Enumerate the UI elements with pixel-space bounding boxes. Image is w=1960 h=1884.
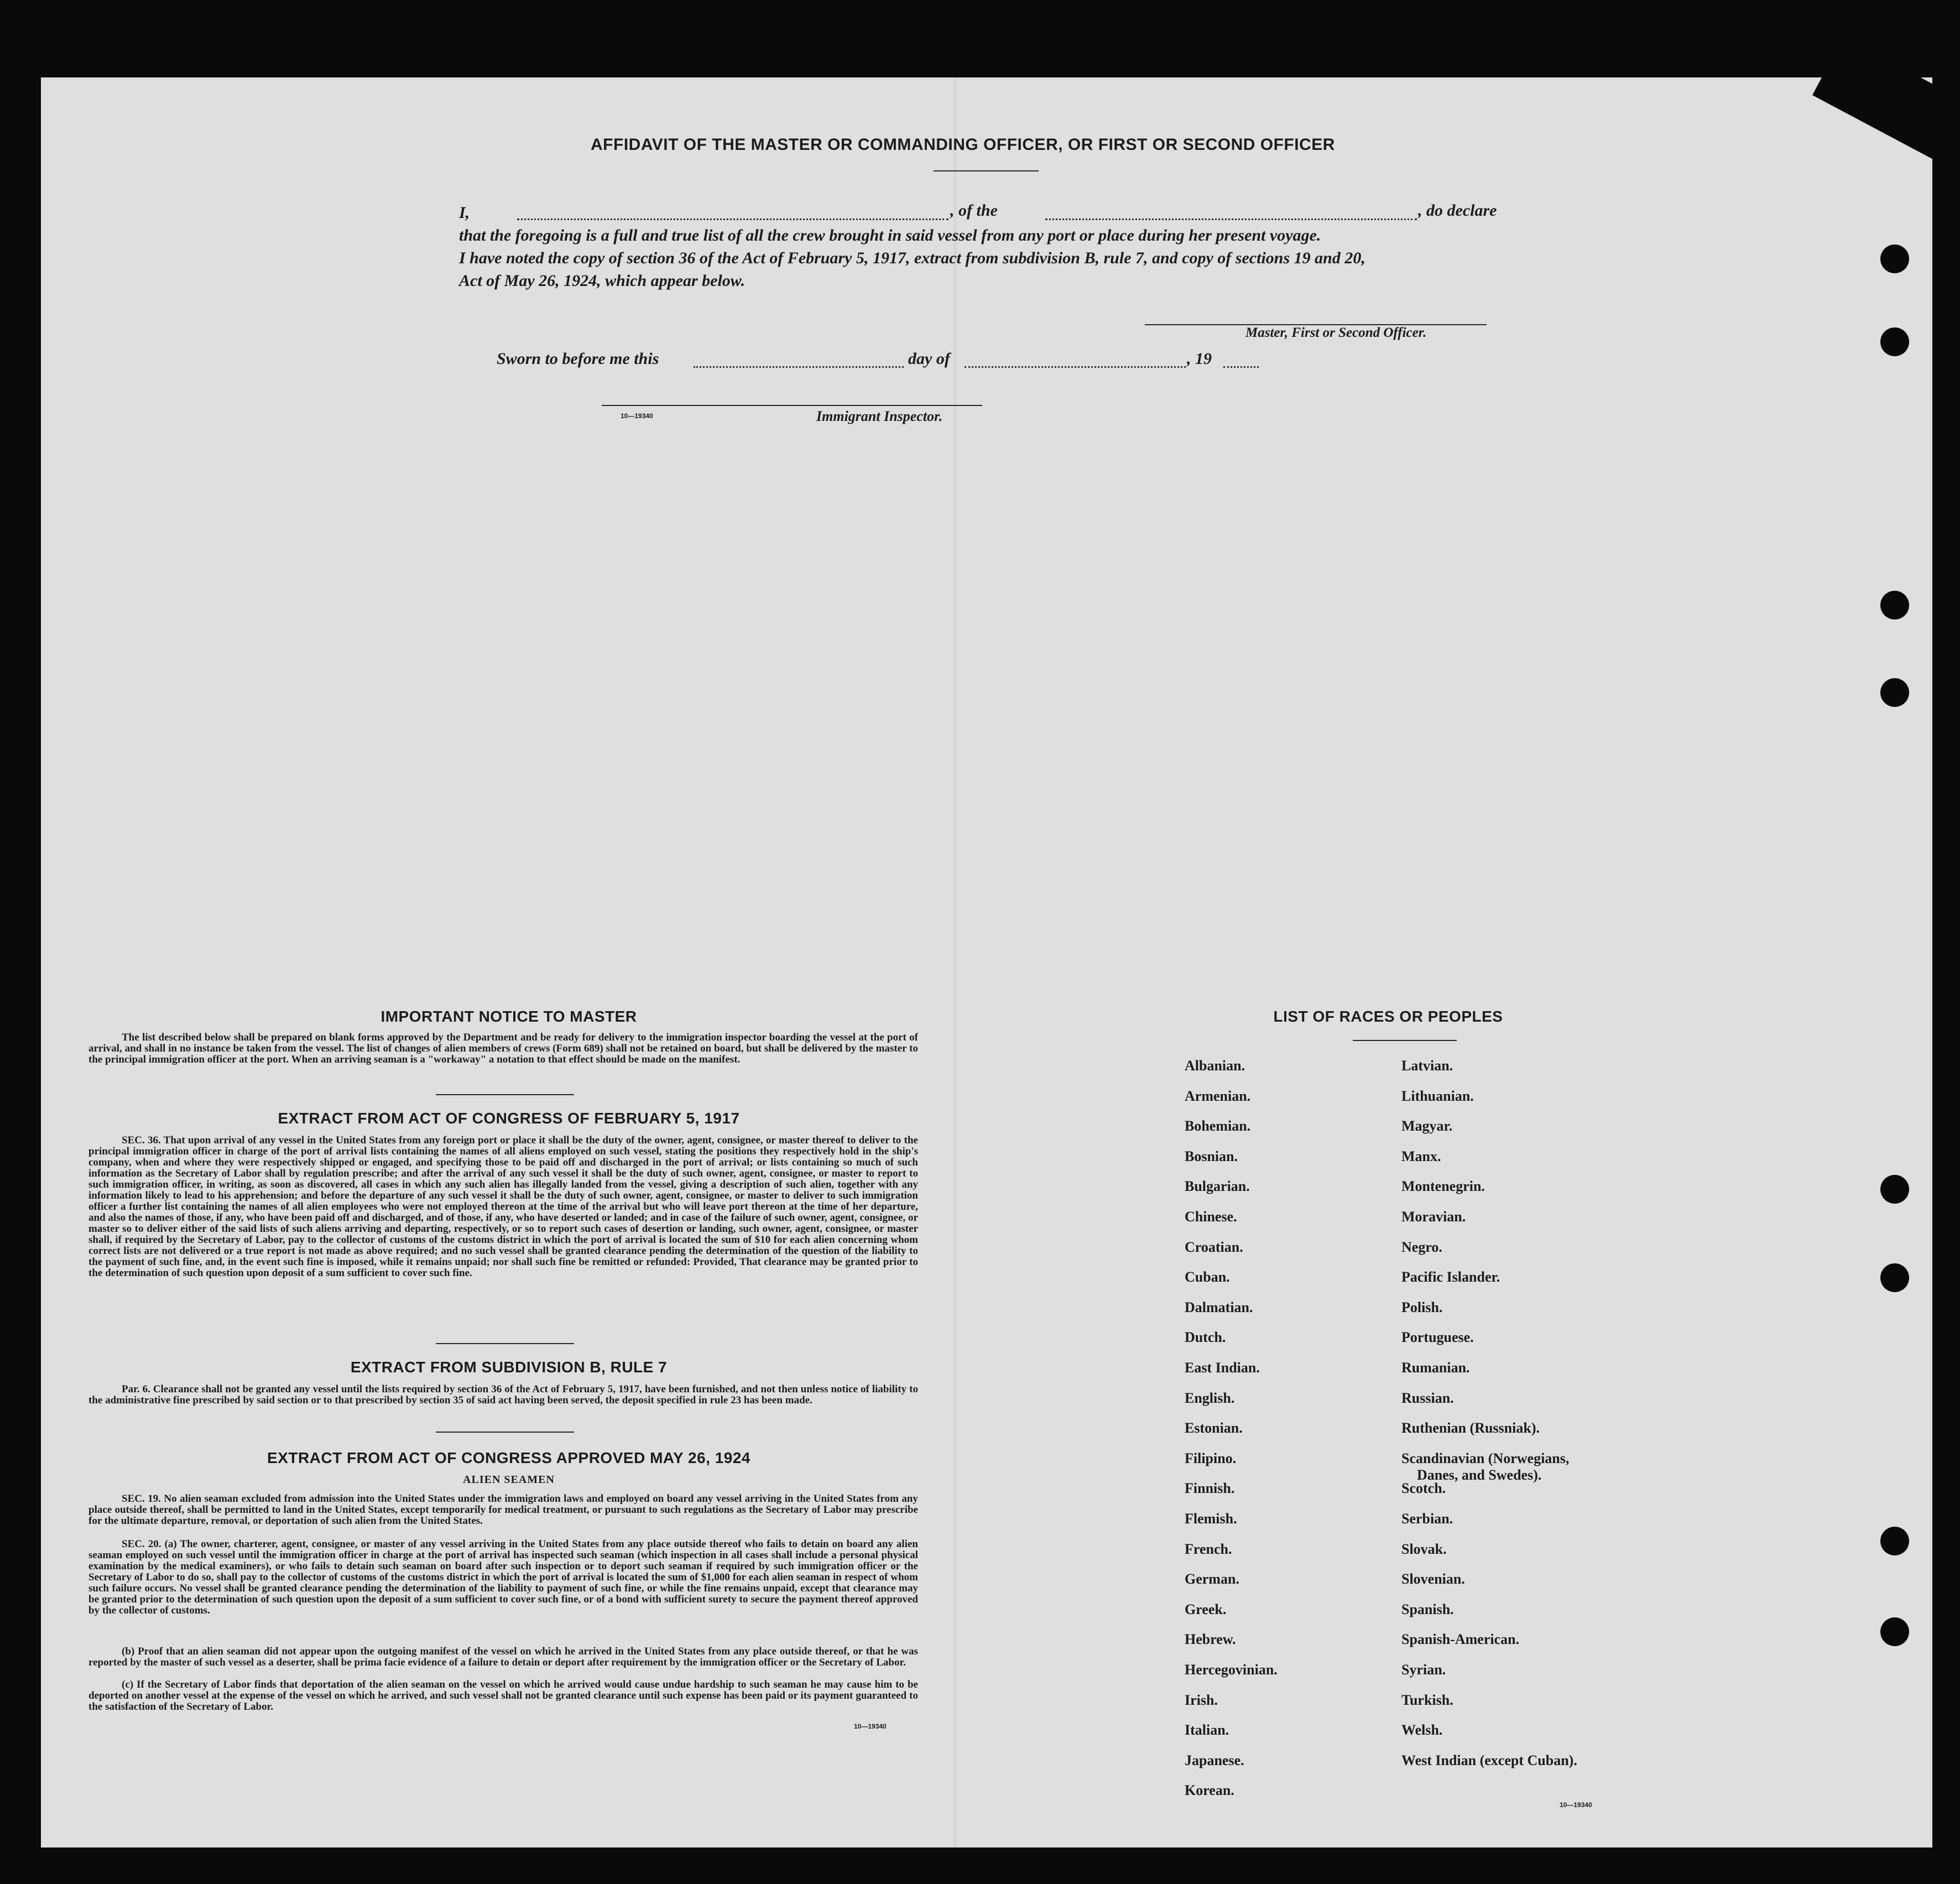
race-item: Cuban.	[1185, 1269, 1230, 1285]
race-item: Slovenian.	[1401, 1571, 1465, 1587]
declarant-name-field[interactable]	[517, 218, 948, 220]
race-item: East Indian.	[1185, 1360, 1260, 1376]
punch-hole	[1880, 327, 1909, 356]
sworn-year-label: , 19	[1187, 350, 1212, 368]
declarant-prefix: I,	[459, 204, 470, 222]
declaration-line-4: Act of May 26, 1924, which appear below.	[459, 272, 746, 290]
sworn-month-field[interactable]	[965, 366, 1186, 368]
race-item: Rumanian.	[1401, 1360, 1470, 1376]
race-item: Greek.	[1185, 1601, 1227, 1617]
sworn-prefix: Sworn to before me this	[497, 350, 659, 368]
race-item: Estonian.	[1185, 1420, 1243, 1436]
race-item: English.	[1185, 1390, 1235, 1406]
punch-hole	[1880, 1263, 1909, 1292]
sworn-year-field[interactable]	[1223, 366, 1259, 368]
race-item: Scandinavian (Norwegians,	[1401, 1450, 1570, 1466]
race-item: Pacific Islander.	[1401, 1269, 1500, 1285]
punch-hole	[1880, 244, 1909, 273]
extract-rule7-body: Par. 6. Clearance shall not be granted any vessel until the lists required by section 36 of the Act of February 5, 1917, have been furnished, and not then unless notice of liability to the administrative fine prescribed by said section or to that prescribed by section 35 of said act having been served, the deposit specified in rule 23 has been made.	[88, 1383, 918, 1406]
notice-body: The list described below shall be prepared on blank forms approved by the Department and be ready for delivery to the immigration inspector boarding the vessel at the port of arrival, and shall in no instance be taken from the vessel. The list of changes of alien members of crews (Form 689) shall not be retained on board, but shall be delivered by the master to the principal immigration officer at the port. When an arriving seaman is a "workaway" a notation to that effect should be made on the manifest.	[88, 1032, 918, 1065]
extract-1924-sec20b: (b) Proof that an alien seaman did not appear upon the outgoing manifest of the vessel on which he arrived in the United States from any place outside thereof, or that he was reported by the master of such vessel as a deserter, shall be prima facie evidence of a failure to detain or deport after requirement by the immigration officer or the Secretary of Labor.	[88, 1646, 918, 1668]
race-item: Irish.	[1185, 1692, 1218, 1708]
race-item: Russian.	[1401, 1390, 1454, 1406]
race-item: Croatian.	[1185, 1239, 1243, 1255]
signature-label: Master, First or Second Officer.	[1245, 325, 1427, 340]
inspector-signature-line[interactable]	[602, 405, 982, 406]
section-divider	[436, 1094, 574, 1095]
extract-1924-title: EXTRACT FROM ACT OF CONGRESS APPROVED MAY 26, 1924	[267, 1449, 750, 1466]
race-item: Bulgarian.	[1185, 1178, 1250, 1194]
punch-hole	[1880, 678, 1909, 707]
race-item: West Indian (except Cuban).	[1401, 1752, 1577, 1768]
race-item: Spanish.	[1401, 1601, 1454, 1617]
punch-hole	[1880, 1527, 1909, 1555]
declaration-line-2: that the foregoing is a full and true list of all the crew brought in said vessel from any port or place during her present voyage.	[459, 226, 1321, 244]
extract-1917-body: SEC. 36. That upon arrival of any vessel in the United States from any foreign port or place it shall be the duty of the owner, agent, consignee, or master thereof to deliver to the principal immigration officer in charge of the port of arrival lists containing the names of all aliens employed on such vessel, stating the positions they respectively hold in the ship's company, when and where they were respectively shipped or engaged, and specifying those to be paid off and discharged in the port of arrival; or lists containing so much of such information as the Secretary of Labor shall by regulation prescribe; and after the arrival of any such vessel it shall be the duty of such owner, agent, consignee, or master to report to such immigration officer, in writing, as soon as discovered, all cases in which any such alien has illegally landed from the vessel, giving a description of such alien, together with any information likely to lead to his apprehension; and before the departure of any such vessel it shall be the duty of such owner, agent, consignee, or master to deliver to such immigration officer a further list containing the names of all alien employees who were not employed thereon at the time of the arrival but who will leave port thereon at the time of her departure, and also the names of those, if any, who have been paid off and discharged, and of those, if any, who have deserted or landed; and in case of the failure of such owner, agent, consignee, or master so to deliver either of the said lists of such aliens arriving and departing, respectively, or so to report such cases of desertion or landing, such owner, agent, consignee, or master shall, if required by the Secretary of Labor, pay to the collector of customs of the customs district in which the port of arrival is located the sum of $10 for each alien concerning whom correct lists are not delivered or a true report is not made as above required; and no such vessel shall be granted clearance pending the determination of the question of the liability to the payment of such fine, and, in the event such fine is imposed, while it remains unpaid; nor shall such fine be remitted or refunded: Provided, That clearance may be granted prior to the determination of such question upon deposit of a sum sufficient to cover such fine.	[88, 1134, 918, 1279]
race-item: Bosnian.	[1185, 1148, 1238, 1164]
race-item: Scotch.	[1401, 1480, 1446, 1496]
punch-hole	[1880, 1617, 1909, 1646]
race-item: Welsh.	[1401, 1722, 1443, 1738]
race-item: Turkish.	[1401, 1692, 1453, 1708]
do-declare-label: , do declare	[1418, 201, 1497, 220]
race-item: Filipino.	[1185, 1450, 1237, 1466]
race-item: Montenegrin.	[1401, 1178, 1485, 1194]
race-item: French.	[1185, 1541, 1232, 1557]
race-item: Portuguese.	[1401, 1329, 1474, 1345]
race-item: Dalmatian.	[1185, 1299, 1253, 1315]
race-item: Hebrew.	[1185, 1631, 1236, 1647]
extract-1924-sec20c: (c) If the Secretary of Labor finds that deportation of the alien seaman on the vessel on which he arrived would cause undue hardship to such seaman he may cause him to be deported on another vessel at the expense of the vessel on which he arrived, and such vessel shall not be granted clearance until such expense has been paid or its payment guaranteed to the satisfaction of the Secretary of Labor.	[88, 1679, 918, 1713]
race-item: Danes, and Swedes).	[1417, 1467, 1542, 1483]
race-item: Italian.	[1185, 1722, 1229, 1738]
form-number: 10—19340	[1560, 1801, 1592, 1809]
race-item: Flemish.	[1185, 1511, 1237, 1527]
race-item: Albanian.	[1185, 1058, 1245, 1074]
race-item: Slovak.	[1401, 1541, 1447, 1557]
race-item: Moravian.	[1401, 1209, 1466, 1225]
race-item: Bohemian.	[1185, 1118, 1251, 1134]
race-item: Dutch.	[1185, 1329, 1226, 1345]
race-item: Latvian.	[1401, 1058, 1453, 1074]
affidavit-title: AFFIDAVIT OF THE MASTER OR COMMANDING OFFICER, OR FIRST OR SECOND OFFICER	[591, 136, 1335, 154]
punch-hole	[1880, 1175, 1909, 1204]
notice-title: IMPORTANT NOTICE TO MASTER	[380, 1008, 637, 1025]
race-item: Manx.	[1401, 1148, 1441, 1164]
race-item: Finnish.	[1185, 1480, 1235, 1496]
inspector-label: Immigrant Inspector.	[816, 408, 943, 424]
race-item: Ruthenian (Russniak).	[1401, 1420, 1540, 1436]
race-item: Korean.	[1185, 1782, 1234, 1798]
form-number: 10—19340	[854, 1722, 887, 1730]
races-divider	[1353, 1040, 1457, 1041]
form-number: 10—19340	[621, 412, 653, 420]
race-item: Magyar.	[1401, 1118, 1453, 1134]
race-item: Armenian.	[1185, 1088, 1251, 1104]
race-item: Japanese.	[1185, 1752, 1244, 1768]
extract-rule7-title: EXTRACT FROM SUBDIVISION B, RULE 7	[350, 1359, 668, 1376]
race-item: Syrian.	[1401, 1662, 1446, 1678]
declaration-line-3: I have noted the copy of section 36 of the Act of February 5, 1917, extract from subdivision B, rule 7, and copy of sections 19 and 20,	[459, 249, 1365, 267]
of-the-label: , of the	[950, 201, 998, 220]
vessel-name-field[interactable]	[1045, 218, 1417, 220]
race-item: Polish.	[1401, 1299, 1443, 1315]
section-divider	[436, 1343, 574, 1344]
sworn-day-field[interactable]	[694, 366, 904, 368]
races-title: LIST OF RACES OR PEOPLES	[1273, 1008, 1503, 1025]
section-divider	[436, 1432, 574, 1433]
race-item: Serbian.	[1401, 1511, 1453, 1527]
race-item: Spanish-American.	[1401, 1631, 1520, 1647]
extract-1924-subtitle: ALIEN SEAMEN	[463, 1474, 555, 1486]
extract-1924-sec19: SEC. 19. No alien seaman excluded from admission into the United States under the immigration laws and employed on board any vessel arriving in the United States from any place outside thereof, shall be permitted to land in the United States, except temporarily for medical treatment, or pursuant to such regulations as the Secretary of Labor may prescribe for the ultimate departure, removal, or deportation of such alien from the United States.	[88, 1493, 918, 1527]
title-divider	[934, 170, 1039, 171]
race-item: German.	[1185, 1571, 1239, 1587]
extract-1924-sec20a: SEC. 20. (a) The owner, charterer, agent, consignee, or master of any vessel arriving in the United States from any place outside thereof who fails to detain on board any alien seaman employed on such vessel until the immigration officer in charge at the port of arrival has inspected such seaman (which inspection in all cases shall include a personal physical examination by the medical examiners), or who fails to detain such seaman on board after such inspection or to deport such seaman if required by such immigration officer or the Secretary of Labor to do so, shall pay to the collector of customs of the customs district in which the port of arrival is located the sum of $1,000 for each alien seaman in respect of whom such failure occurs. No vessel shall be granted clearance pending the determination of the liability to payment of such fine, or while the fine remains unpaid, except that clearance may be granted prior to the determination of such question upon the deposit of a sum sufficient to cover such fine, or of a bond with sufficient surety to secure the payment thereof approved by the collector of customs.	[88, 1538, 918, 1616]
race-item: Hercegovinian.	[1185, 1662, 1278, 1678]
sworn-day-of-label: day of	[908, 350, 950, 368]
punch-hole	[1880, 591, 1909, 620]
race-item: Lithuanian.	[1401, 1088, 1474, 1104]
race-item: Negro.	[1401, 1239, 1442, 1255]
race-item: Chinese.	[1185, 1209, 1237, 1225]
extract-1917-title: EXTRACT FROM ACT OF CONGRESS OF FEBRUARY 5, 1917	[278, 1110, 740, 1127]
